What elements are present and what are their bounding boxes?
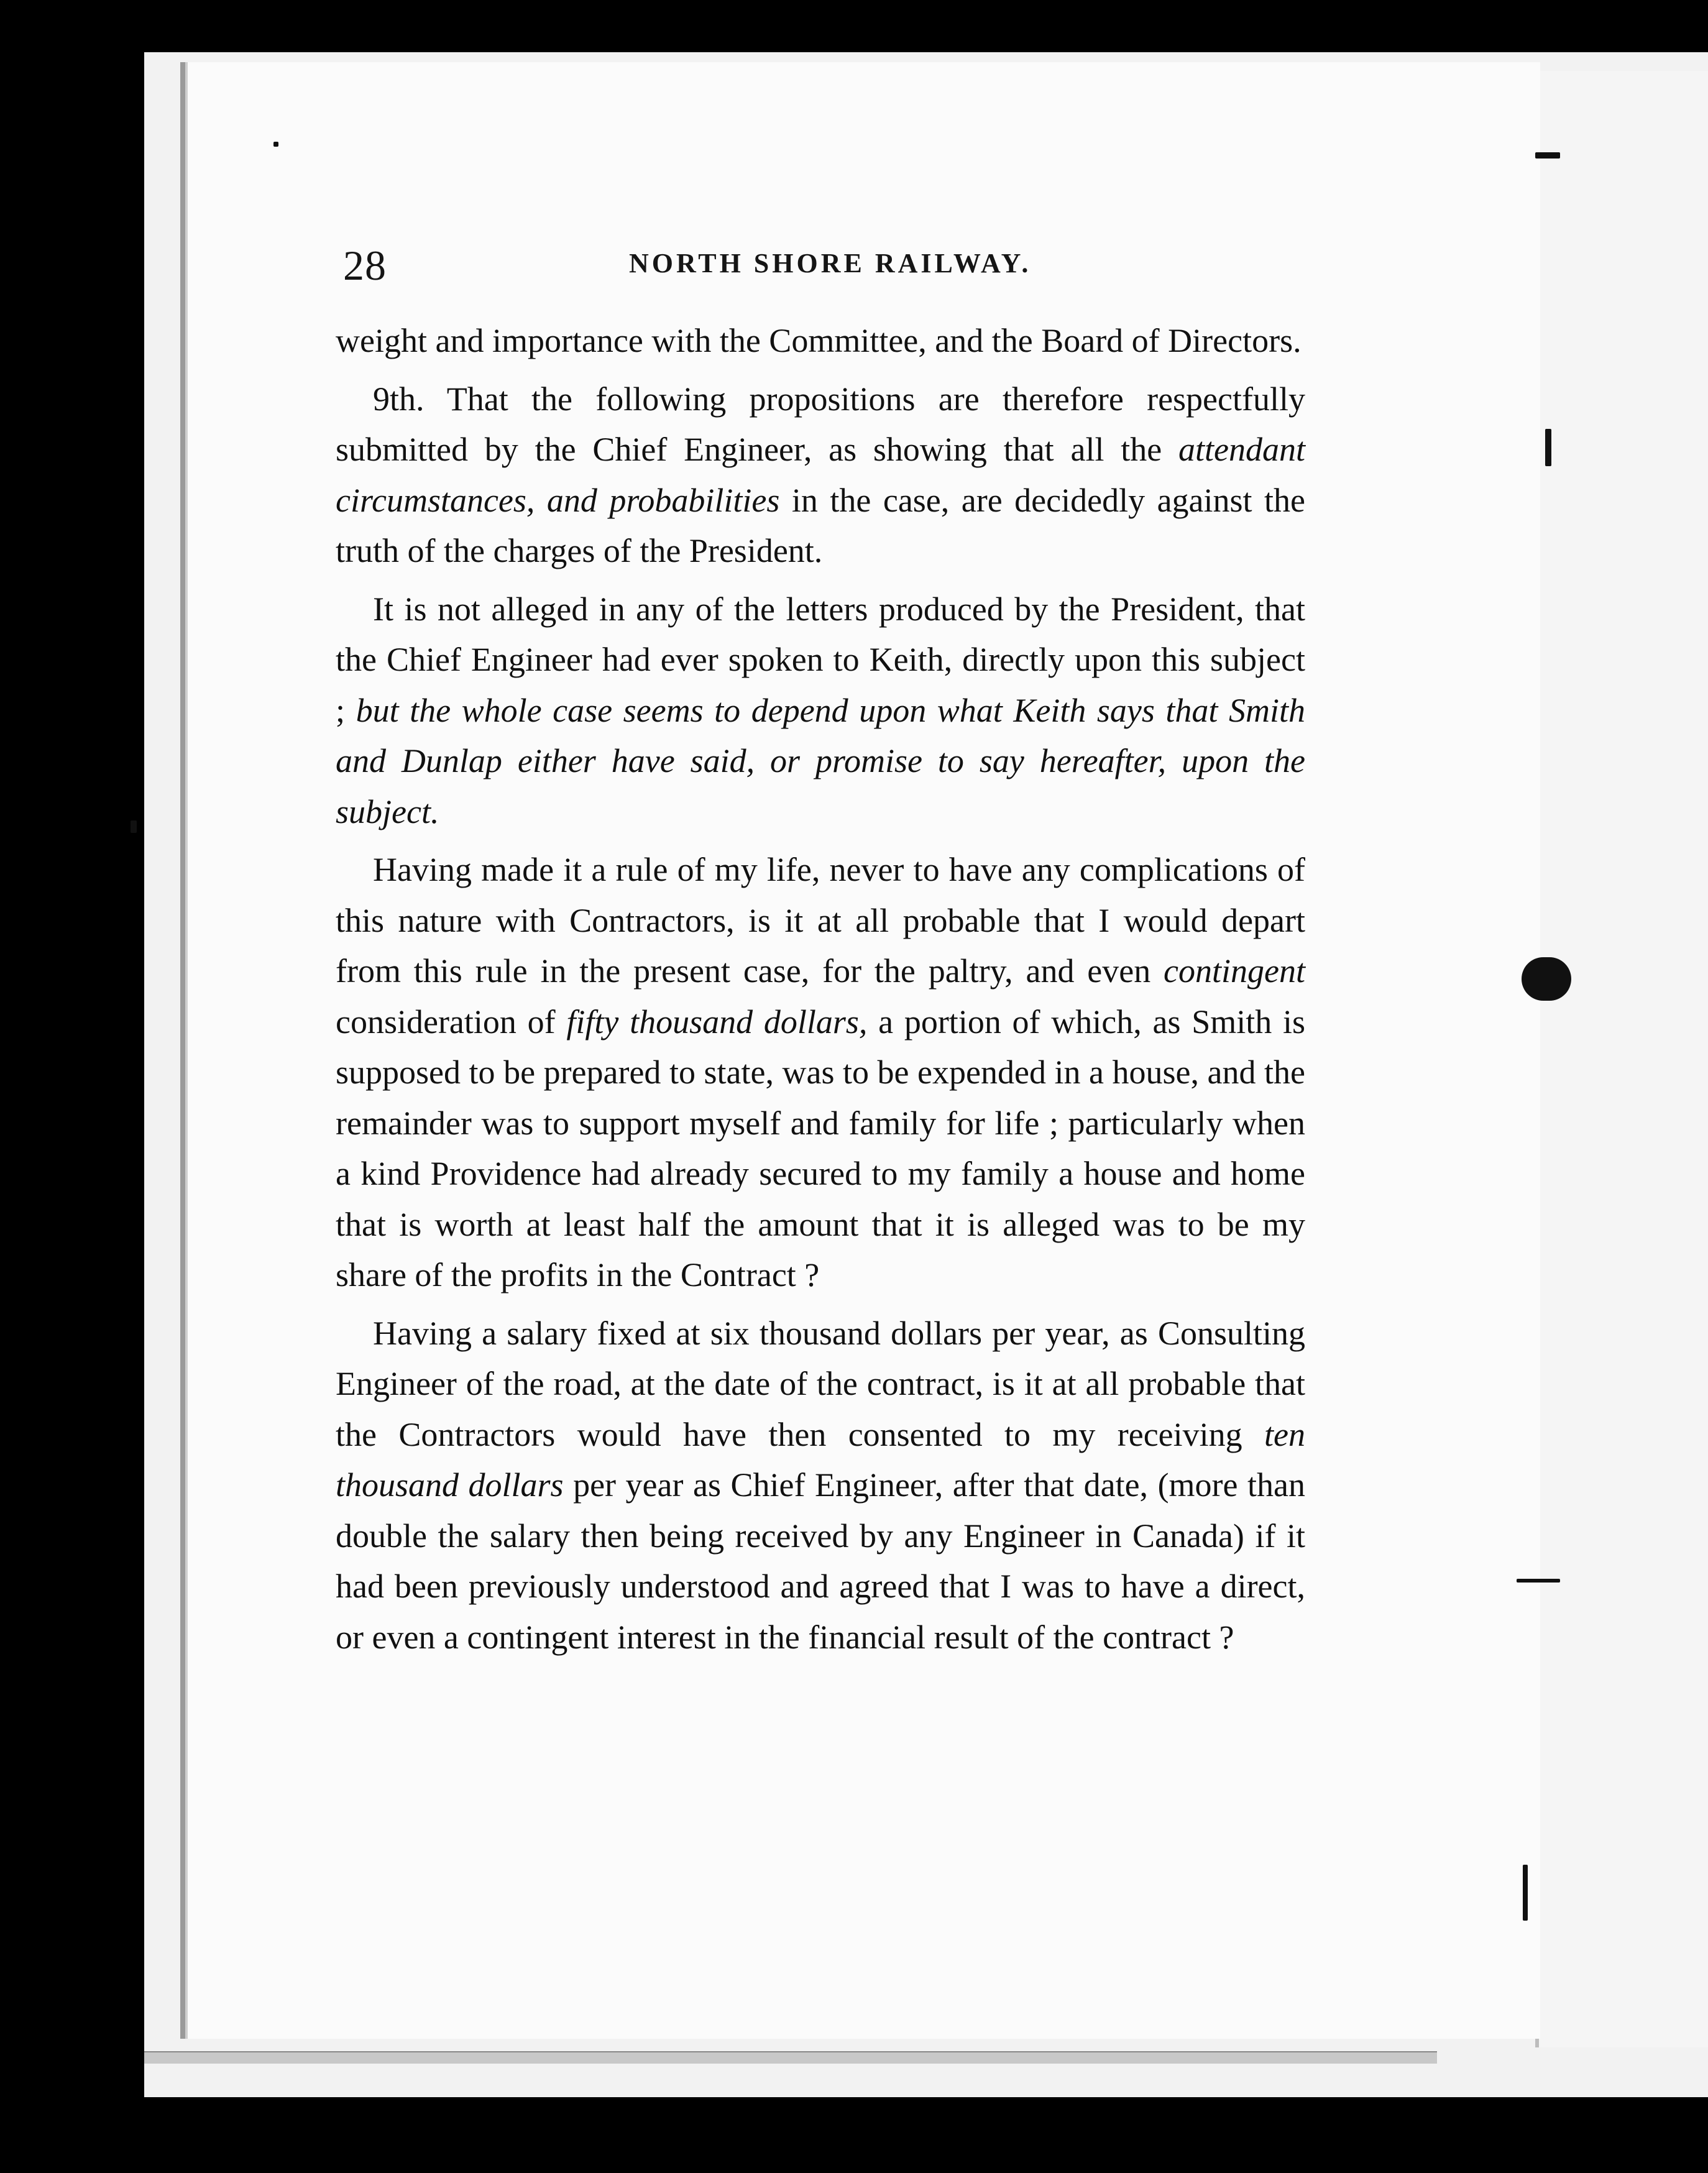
paragraph <box>336 1308 1305 1663</box>
scan-speck <box>1522 957 1571 1001</box>
italic-run: contingent <box>1164 952 1305 990</box>
page-number: 28 <box>343 242 387 289</box>
text-run: a portion of which, as Smith is supposed to be prepared to state, was to be expended in a house, and the remainder was to support myself and family for life ; particularly when a kind Providence had already secured to my family a house and home that is worth at least half the amount that it is alleged was to be my share of the profits in the Contract ? <box>336 1003 1305 1293</box>
scan-speck <box>1545 429 1551 466</box>
text-run: It is not alleged in any of the letters produced by the President, that the Chief Engineer had ever spoken to Keith, directly upon this subject ; <box>336 590 1305 729</box>
running-header <box>343 241 1300 297</box>
italic-run: attendant circumstances, and probabilities <box>336 431 1305 519</box>
italic-run: ten thousand dollars <box>336 1415 1305 1504</box>
text-run: Having made it a rule of my life, never to have any complications of this nature with Contractors, is it at all probable that I would depart from this rule in the present case, for the paltry, and even <box>336 851 1305 990</box>
text-run: consideration of <box>336 1003 567 1041</box>
text-run: per year as Chief Engineer, after that date, (more than double the salary then being received by any Engineer in Canada) if it had been previously understood and agreed that I was to have a direct, or even a contingent interest in the financial result of the contract ? <box>336 1466 1305 1656</box>
paragraph <box>336 374 1305 577</box>
scan-speck <box>131 820 137 833</box>
paragraph <box>336 316 1305 367</box>
text-run: Having a salary fixed at six thousand dollars per year, as Consulting Engineer of the road, at the date of the contract, is it at all probable that the Contractors would have then consented to my receiving <box>336 1314 1305 1453</box>
text-run: weight and importance with the Committee, and the Board of Directors. <box>336 322 1302 359</box>
italic-run: fifty thousand dollars, <box>566 1003 868 1041</box>
scan-speck <box>273 142 278 147</box>
page-bottom-edge <box>144 2051 1437 2064</box>
italic-run: but the whole case seems to depend upon what Keith says that Smith and Dunlap either have said, or promise to say hereafter, upon the subject. <box>336 691 1305 830</box>
scan-speck <box>1517 1579 1560 1583</box>
paragraph <box>336 845 1305 1301</box>
scan-speck <box>1535 152 1560 158</box>
scan-speck <box>1523 1865 1528 1921</box>
text-run: in the case, are decidedly against the truth of the charges of the President. <box>336 481 1305 569</box>
body-text <box>336 316 1305 1663</box>
running-title: NORTH SHORE RAILWAY. <box>629 248 1032 278</box>
facing-page-edge <box>1535 71 1708 2047</box>
paragraph <box>336 584 1305 838</box>
text-run: 9th. That the following propositions are therefore respectfully submitted by the Chief Engineer, as showing that all the <box>336 380 1305 468</box>
